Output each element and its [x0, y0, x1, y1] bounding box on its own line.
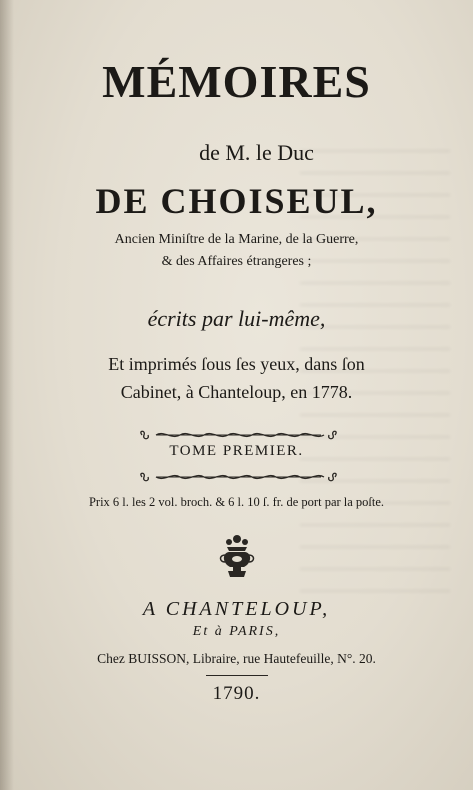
- publisher-line: Chez BUISSON, Libraire, rue Hautefeuille, N°. 20.: [97, 651, 376, 666]
- vase-ornament-icon: [218, 533, 256, 581]
- office-line-1: Ancien Miniſtre de la Marine, de la Guerre,: [114, 232, 359, 247]
- price-line: Prix 6 l. les 2 vol. broch. & 6 l. 10 ſ. fr. de port par la poſte.: [88, 495, 385, 509]
- place-chanteloup: A CHANTELOUP,: [142, 598, 331, 620]
- divider-rule: [206, 675, 268, 676]
- author-name: DE CHOISEUL,: [95, 181, 378, 221]
- office-line-2: & des Affaires étrangeres ;: [161, 254, 312, 269]
- book-title: MÉMOIRES: [102, 56, 371, 107]
- printed-line-2: Cabinet, à Chanteloup, en 1778.: [120, 382, 353, 402]
- author-line: de M. le Duc: [199, 140, 314, 165]
- publication-year: 1790.: [212, 683, 261, 704]
- ornament-border-bottom: [136, 471, 341, 483]
- ornament-border-top: [136, 429, 341, 441]
- printed-line-1: Et imprimés ſous ſes yeux, dans ſon: [108, 354, 365, 374]
- place-paris: Et à PARIS,: [192, 624, 281, 639]
- written-by: écrits par lui-même,: [147, 306, 326, 331]
- volume-label: TOME PREMIER.: [169, 443, 304, 459]
